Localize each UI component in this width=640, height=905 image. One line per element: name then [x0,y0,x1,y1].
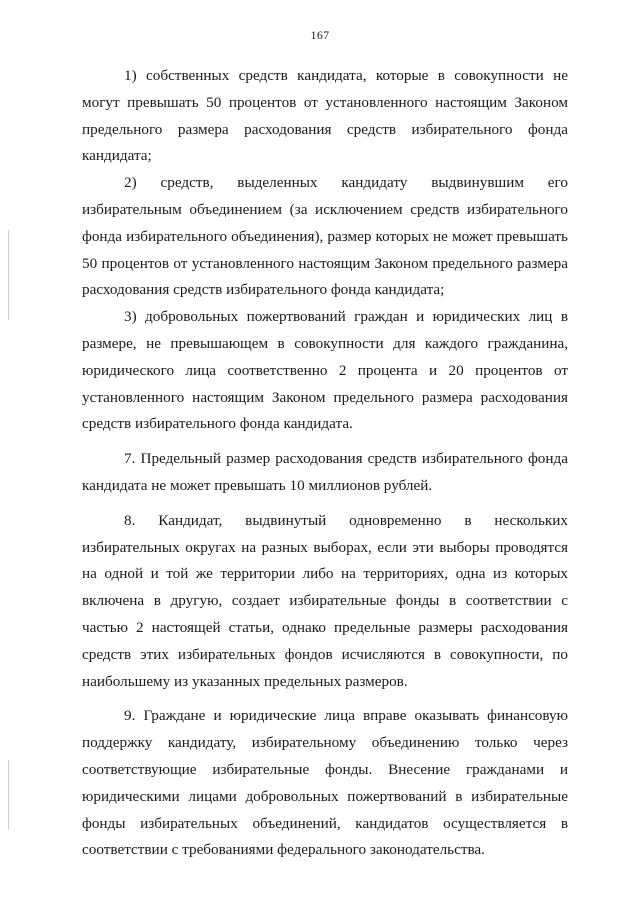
paragraph-item-1: 1) собственных средств кандидата, которые в совокупности не могут превышать 50 процентов от установленного настоящим Законом предельного размера расходования средств избирательного фонда кандидата; [82,67,568,165]
paragraph-item-3: 3) добровольных пожертвований граждан и юридических лиц в размере, не превышающем в совокупности для каждого гражданина, юридического лица соответственно 2 процента и 20 процентов от установленного настоящим Законом предельного размера расходования средств избирательного фонда кандидата. [82,308,568,433]
scan-margin-mark [8,760,9,830]
document-body [82,63,568,864]
paragraph-section-9: 9. Граждане и юридические лица вправе оказывать финансовую поддержку кандидату, избирательному объединению только через соответствующие избирательные фонды. Внесение гражданами и юридическими лицами добровольных пожертвований в избирательные фонды избирательных объединений, кандидатов осуществляется в соответствии с требованиями федерального законодательства. [82,707,568,859]
paragraph-item-2: 2) средств, выделенных кандидату выдвинувшим его избирательным объединением (за исключением средств избирательного фонда избирательного объединения), размер которых не может превышать 50 процентов от установленного настоящим Законом предельного размера расходования средств избирательного фонда кандидата; [82,174,568,299]
scan-margin-mark [8,230,9,320]
page-number: 167 [310,28,330,42]
paragraph-section-7: 7. Предельный размер расходования средств избирательного фонда кандидата не может превышать 10 миллионов рублей. [82,450,568,494]
paragraph-section-8: 8. Кандидат, выдвинутый одновременно в нескольких избирательных округах на разных выборах, если эти выборы проводятся на одной и той же территории либо на территориях, одна из которых включена в другую, создает избирательные фонды в соответствии с частью 2 настоящей статьи, однако предельные размеры расходования средств этих избирательных фондов исчисляются в совокупности, по наибольшему из указанных предельных размеров. [82,511,568,690]
